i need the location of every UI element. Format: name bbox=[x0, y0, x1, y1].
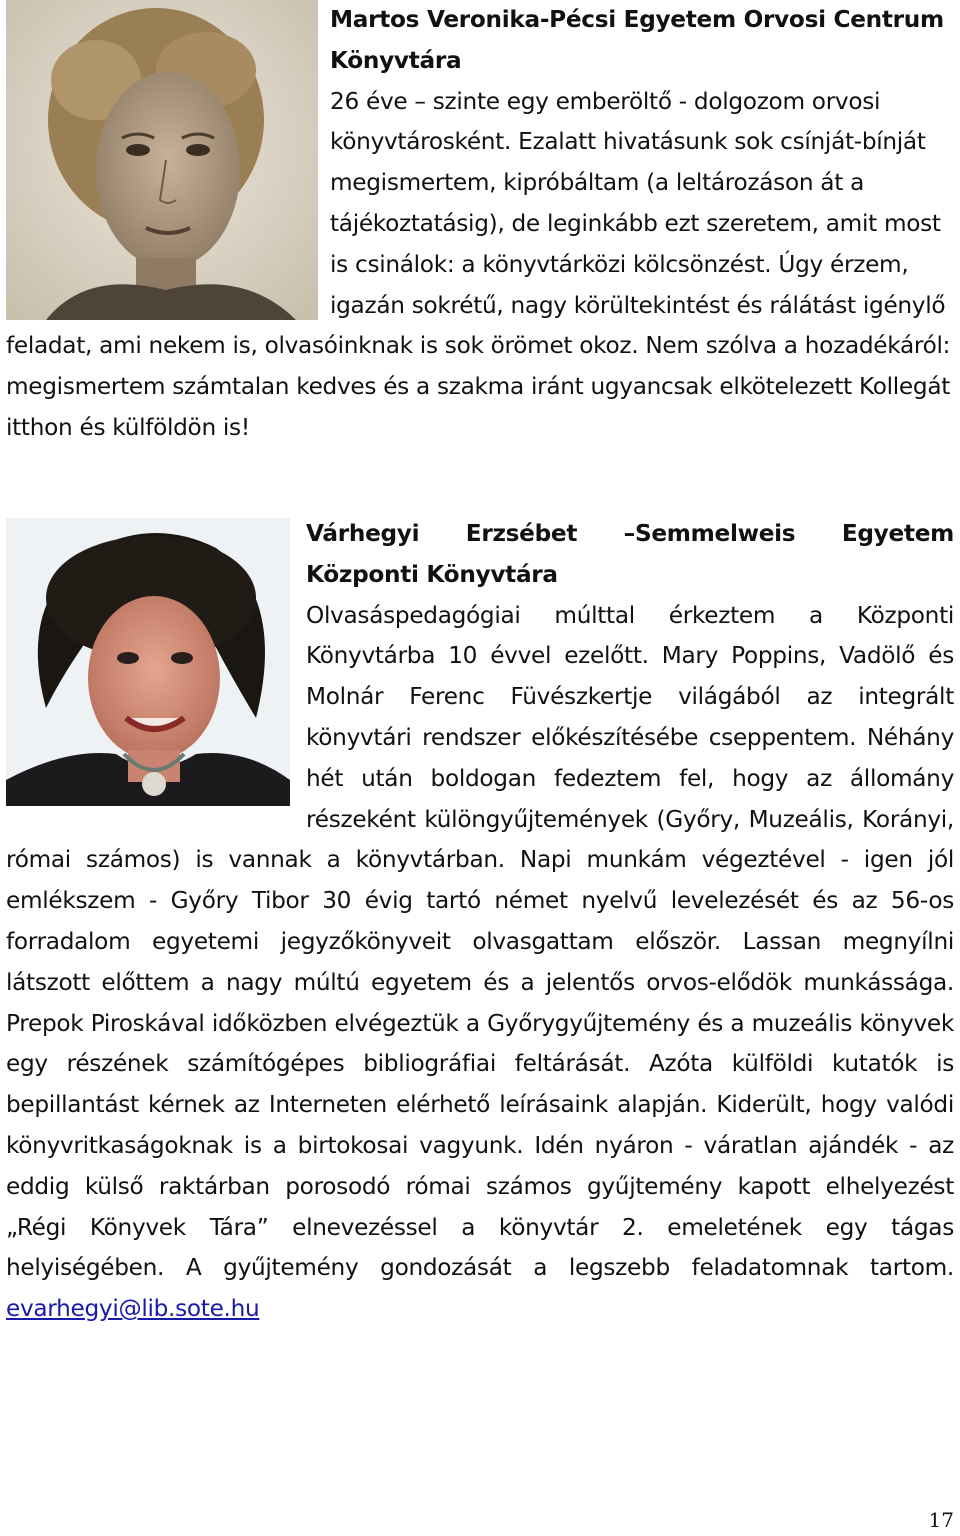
page-number: 17 bbox=[928, 1508, 954, 1532]
profile-martos bbox=[6, 0, 954, 449]
portrait-photo-martos bbox=[6, 0, 318, 320]
profile-name: Várhegyi Erzsébet –Semmelweis Egyetem Központi Könyvtára bbox=[306, 520, 954, 588]
profile-varhegyi bbox=[6, 514, 954, 1330]
profile-text: Olvasáspedagógiai múlttal érkeztem a Központi Könyvtárba 10 évvel ezelőtt. Mary Poppins, Vadölő és Molnár Ferenc Füvészkertje világából az integrált könyvtári rendszer előkészítésébe cseppentem. Néhány hét után boldogan fedeztem fel, hogy az állomány részeként különgyűjtemények (Győry, Muzeális, Korányi, római számos) is vannak a könyvtárban. Napi munkám végeztével - igen jól emlékszem - Győry Tibor 30 évig tartó német nyelvű levelezését és az 56-os forradalom egyetemi jegyzőkönyveit olvasgattam először. Lassan megnyílni látszott előttem a nagy múltú egyetem és a jelentős orvos-elődök munkássága. Prepok Piroskával időközben elvégeztük a Győrygyűjtemény és a muzeális könyvek egy részének számítógépes bibliográfiai feltárását. Azóta külföldi kutatók is bepillantást kérnek az Interneten elérhető leírásaink alapján. Kiderült, hogy valódi könyvritkaságoknak is a birtokosai vagyunk. Idén nyáron - váratlan ajándék - az eddig külső raktárban porosodó római számos gyűjtemény kapott elhelyezést „Régi Könyvek Tára” elnevezéssel a könyvtár 2. emeletének egy tágas helyiségében. A gyűjtemény gondozását a legszebb feladatomnak tartom. bbox=[6, 601, 954, 1282]
portrait-photo-varhegyi bbox=[6, 518, 290, 806]
profile-text: 26 éve – szinte egy emberöltő - dolgozom orvosi könyvtárosként. Ezalatt hivatásunk sok csínját-bínját megismertem, kipróbáltam (a leltározáson át a tájékoztatásig), de leginkább ezt szeretem, amit most is csinálok: a könyvtárközi kölcsönzést. Úgy érzem, igazán sokrétű, nagy körültekintést és rálátást igénylő feladat, ami nekem is, olvasóinknak is sok örömet okoz. Nem szólva a hozadékáról: megismertem számtalan kedves és a szakma iránt ugyancsak elkötelezett Kollegát itthon és külföldön is! bbox=[6, 87, 951, 441]
email-link[interactable]: evarhegyi@lib.sote.hu bbox=[6, 1295, 260, 1323]
portrait-image bbox=[6, 0, 318, 320]
portrait-image bbox=[6, 518, 290, 806]
profile-name: Martos Veronika-Pécsi Egyetem Orvosi Centrum Könyvtára bbox=[330, 6, 944, 74]
